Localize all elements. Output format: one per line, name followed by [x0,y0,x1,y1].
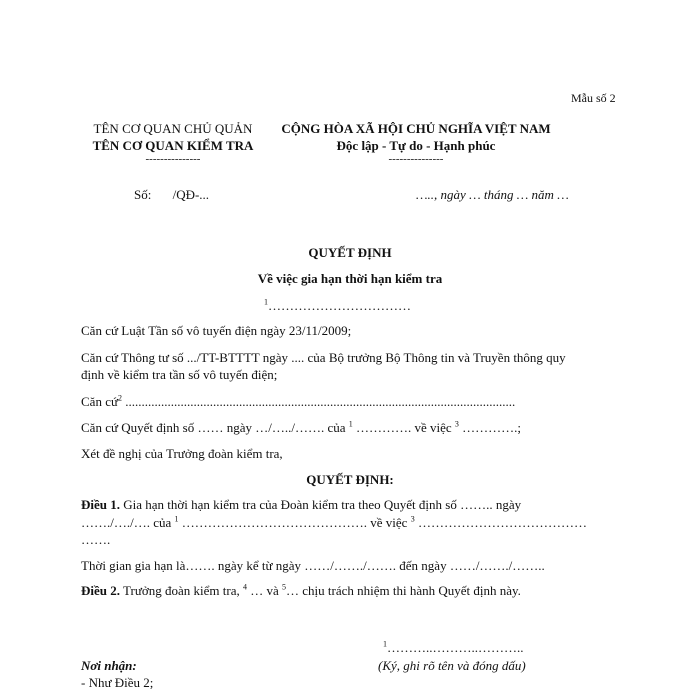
document-title: QUYẾT ĐỊNH [308,245,392,260]
article-1-line1 [81,497,521,513]
basis-decision [81,420,521,436]
document-subject: Về việc gia hạn thời hạn kiểm tra [257,271,443,286]
basis-decision-text: Căn cứ Quyết định số …… ngày …/…../……. của [81,420,346,435]
issuer-line [264,298,411,314]
footnote-mark-3a: 3 [454,419,459,429]
issuer-dots: …………………………… [268,298,411,313]
basis-decision-end: ………….; [462,420,522,435]
article-1-date: ……./…./…. của [81,515,172,530]
article-2-text-b: … và [250,583,279,598]
article-2-text-a: Trưởng đoàn kiểm tra, [123,583,240,598]
basis-other [81,394,515,410]
document-number [134,187,209,203]
footnote-mark-5: 5 [282,582,287,592]
basis-circular: Căn cứ Thông tư số .../TT-BTTTT ngày .... của Bộ trưởng Bộ Thông tin và Truyền thông quy [81,350,566,365]
footnote-mark-1b: 1 [174,514,179,524]
number-value: /QĐ-... [172,187,210,202]
article-1-line3: ……. [81,532,111,547]
left-rule: --------------- [145,153,201,165]
national-title: CỘNG HÒA XÃ HỘI CHỦ NGHĨA VIỆT NAM [281,121,551,136]
article-1-subject-dots: ………………………………… [417,515,587,530]
right-rule: --------------- [388,153,444,165]
article-1-line2 [81,515,587,531]
article-2-text-c: … chịu trách nhiệm thi hành Quyết định này. [286,583,521,598]
date-line: ….., ngày … tháng … năm … [416,187,569,202]
signature-line [383,640,524,656]
article-2 [81,583,521,599]
number-label: Số: [134,187,152,202]
national-motto: Độc lập - Tự do - Hạnh phúc [336,138,496,153]
decide-heading: QUYẾT ĐỊNH: [306,472,394,487]
article-1-about: ……………………………………. về việc [181,515,408,530]
extension-period: Thời gian gia hạn là……. ngày kể từ ngày ……/……./……. đến ngày ……/……./…….. [81,558,545,573]
inspection-agency-name: TÊN CƠ QUAN KIỂM TRA [92,138,254,153]
recipient-item: - Như Điều 2; [81,675,154,690]
basis-other-label: Căn cứ [81,394,119,409]
footnote-mark-1a: 1 [348,419,353,429]
parent-agency-name: TÊN CƠ QUAN CHỦ QUẢN [93,121,253,136]
signature-footnote-mark: 1 [383,639,387,649]
basis-circular-cont: định về kiểm tra tần số vô tuyến điện; [81,367,278,382]
issuer-footnote-mark: 1 [264,297,268,307]
signature-dots: ………..………..……….. [387,640,524,655]
article-1-label: Điều 1. [81,497,120,512]
signature-note: (Ký, ghi rõ tên và đóng dấu) [378,658,526,673]
article-1-text: Gia hạn thời hạn kiểm tra của Đoàn kiểm tra theo Quyết định số …….. ngày [123,497,522,512]
footnote-mark-2: 2 [118,393,123,403]
header-right [268,121,564,165]
article-2-label: Điều 2. [81,583,120,598]
proposal-line: Xét đề nghị của Trưởng đoàn kiểm tra, [81,446,283,461]
footnote-mark-3b: 3 [410,514,415,524]
basis-decision-about: …………. về việc [355,420,452,435]
header-left [78,121,268,165]
basis-law: Căn cứ Luật Tần số vô tuyến điện ngày 23/11/2009; [81,323,352,338]
basis-other-dots: ........................................................................................................................ [125,394,516,409]
recipients-label: Nơi nhận: [81,658,137,673]
form-code: Mẫu số 2 [571,91,616,105]
footnote-mark-4: 4 [242,582,247,592]
